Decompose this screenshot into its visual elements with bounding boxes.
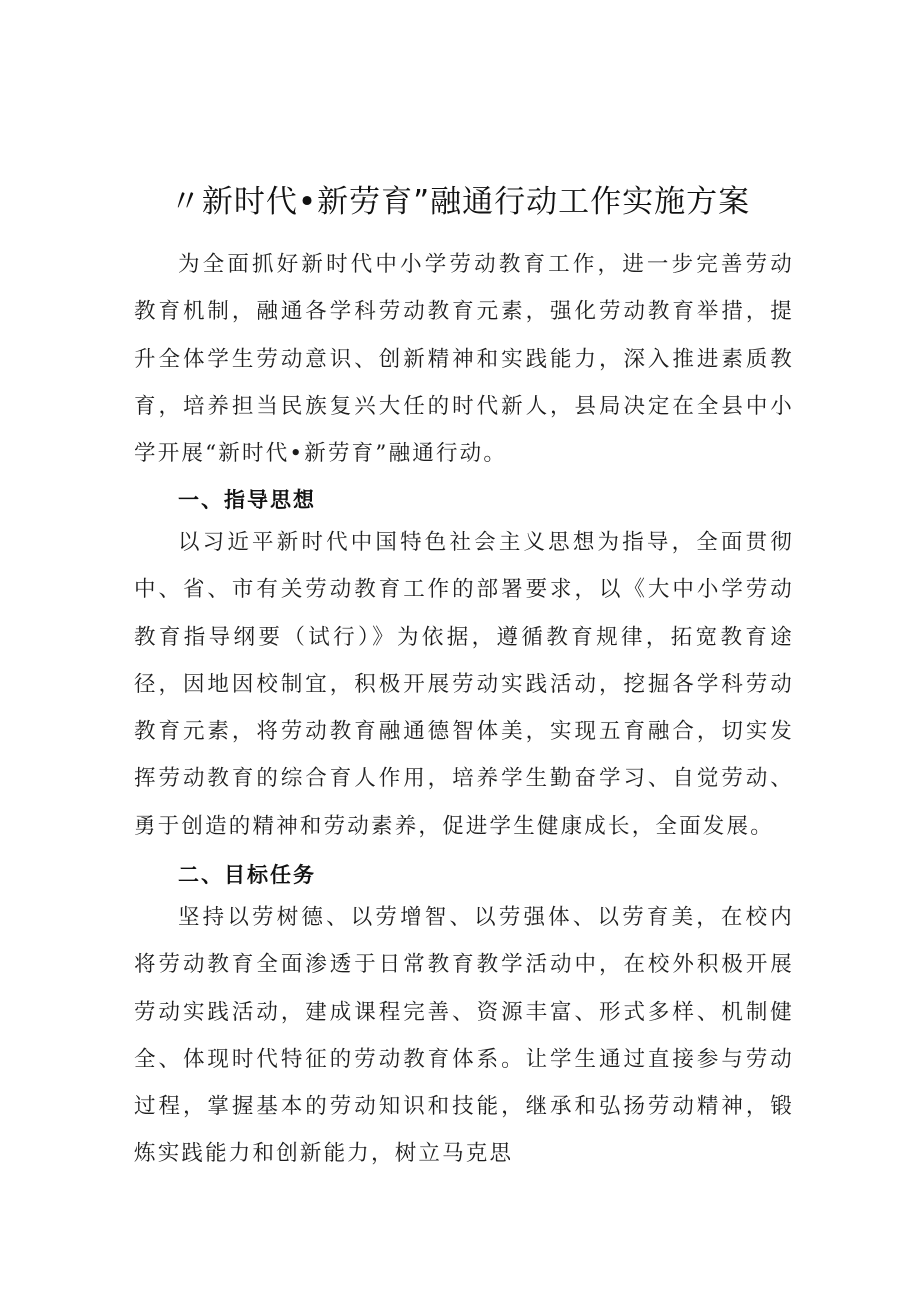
section-body-goals-tasks: 坚持以劳树德、以劳增智、以劳强体、以劳育美，在校内将劳动教育全面渗透于日常教育教学活动中，在校外积极开展劳动实践活动，建成课程完善、资源丰富、形式多样、机制健全、体现时代特征的劳动教育体系。让学生通过直接参与劳动过程，掌握基本的劳动知识和技能，继承和弘扬劳动精神，锻炼实践能力和创新能力，树立马克思 bbox=[134, 905, 794, 1167]
section-body-guiding-ideology: 以习近平新时代中国特色社会主义思想为指导，全面贯彻中、省、市有关劳动教育工作的部署要求，以《大中小学劳动教育指导纲要（试行）》为依据，遵循教育规律，拓宽教育途径，因地因校制宜，积极开展劳动实践活动，挖掘各学科劳动教育元素，将劳动教育融通德智体美，实现五育融合，切实发挥劳动教育的综合育人作用，培养学生勤奋学习、自觉劳动、勇于创造的精神和劳动素养，促进学生健康成长，全面发展。 bbox=[134, 530, 794, 839]
intro-paragraph: 为全面抓好新时代中小学劳动教育工作，进一步完善劳动教育机制，融通各学科劳动教育元素，强化劳动教育举措，提升全体学生劳动意识、创新精神和实践能力，深入推进素质教育，培养担当民族复兴大任的时代新人，县局决定在全县中小学开展“新时代•新劳育”融通行动。 bbox=[134, 252, 794, 467]
document-title: 〃新时代•新劳育”融通行动工作实施方案 bbox=[169, 184, 751, 220]
section-heading-goals-tasks: 二、目标任务 bbox=[178, 863, 316, 887]
section-heading-guiding-ideology: 一、指导思想 bbox=[178, 488, 316, 512]
